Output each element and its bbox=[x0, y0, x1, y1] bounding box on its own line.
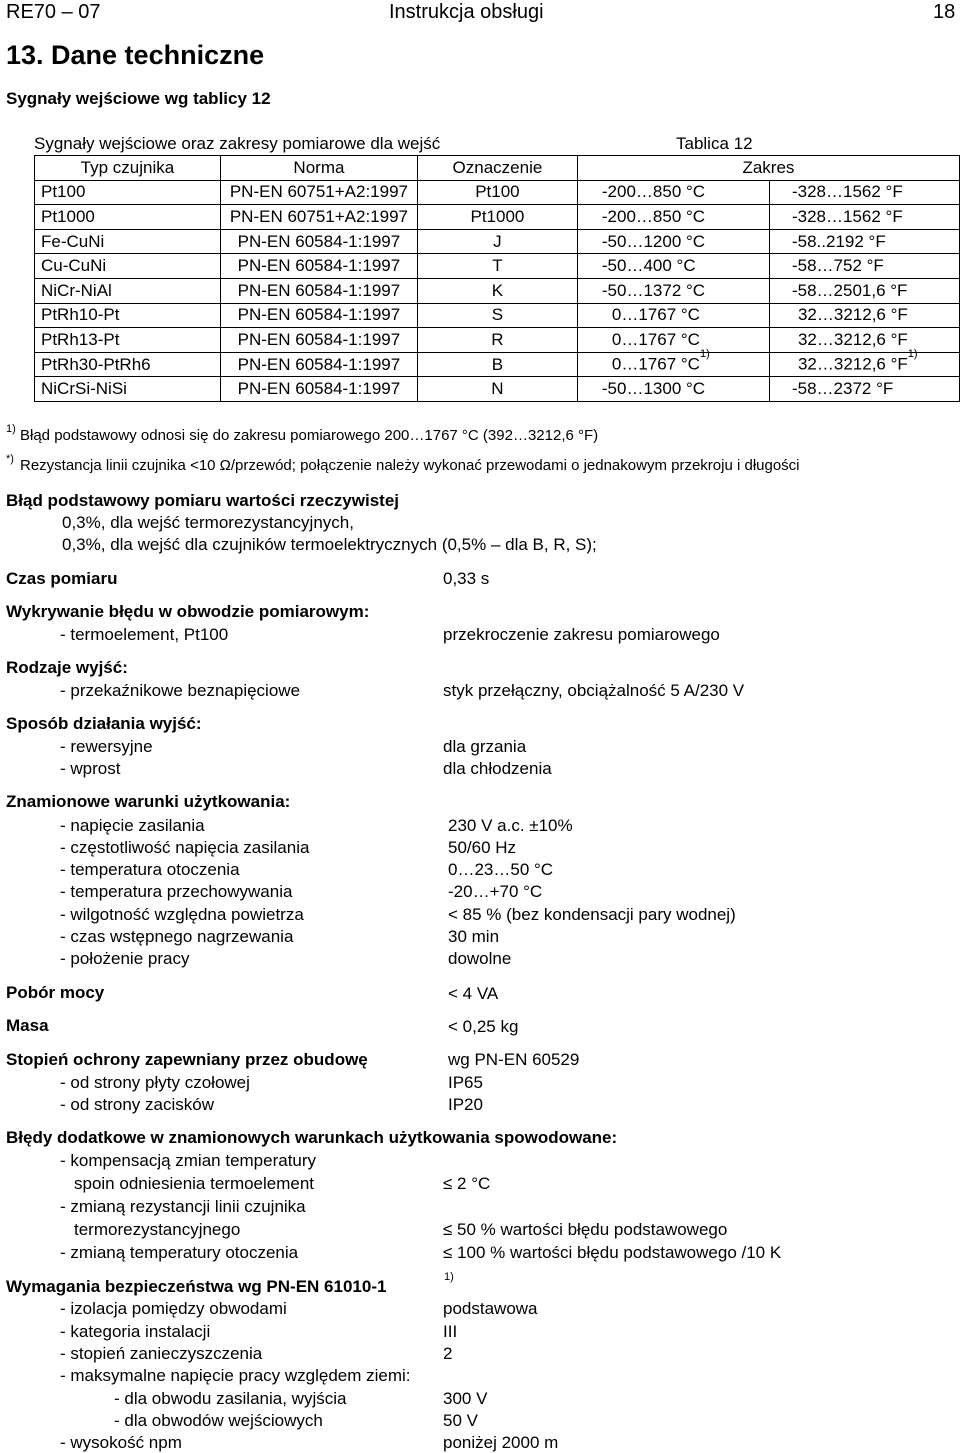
condition-value: < 85 % (bez kondensacji pary wodnej) bbox=[448, 905, 736, 924]
safety-value: III bbox=[443, 1322, 458, 1341]
input-signals-table bbox=[34, 155, 960, 402]
cell-range-f: -58…752 °F bbox=[769, 254, 959, 279]
section-title: 13. Dane techniczne bbox=[6, 40, 265, 70]
safety-item: - wysokość npm bbox=[60, 1433, 182, 1452]
cell-standard: PN-EN 60584-1:1997 bbox=[220, 303, 417, 328]
protection-item-value: IP65 bbox=[448, 1073, 483, 1092]
condition-label: - temperatura otoczenia bbox=[60, 860, 240, 879]
footnote-mark: 1) bbox=[6, 423, 16, 435]
cell-range-c: 0…1767 °C bbox=[577, 303, 769, 328]
cell-range-f-with-note bbox=[769, 348, 959, 377]
condition-value: 50/60 Hz bbox=[448, 838, 517, 857]
cell-range-f: 32…3212,6 °F bbox=[797, 354, 908, 374]
cell-range-c: -50…1372 °C bbox=[577, 278, 769, 303]
cell-designation: B bbox=[417, 352, 577, 377]
basic-error-line: 0,3%, dla wejść termorezystancyjnych, bbox=[62, 513, 354, 532]
doc-code: RE70 – 07 bbox=[6, 1, 101, 23]
cell-standard: PN-EN 60584-1:1997 bbox=[220, 229, 417, 254]
table-caption: Sygnały wejściowe oraz zakresy pomiarowe dla wejść bbox=[34, 134, 441, 153]
cell-sensor: Pt1000 bbox=[35, 205, 221, 230]
protection-heading: Stopień ochrony zapewniany przez obudowę bbox=[6, 1050, 368, 1069]
outputs-heading: Rodzaje wyjść: bbox=[6, 658, 128, 677]
table-row bbox=[35, 205, 960, 230]
cell-sensor: Cu-CuNi bbox=[35, 254, 221, 279]
table-row bbox=[35, 352, 960, 377]
cell-range-f: -58..2192 °F bbox=[769, 229, 959, 254]
cell-range-c: -50…1200 °C bbox=[577, 229, 769, 254]
power-label: Pobór mocy bbox=[6, 983, 105, 1002]
safety-value: 50 V bbox=[443, 1411, 478, 1430]
outputs-item: - przekaźnikowe beznapięciowe bbox=[60, 681, 301, 700]
basic-error-heading: Błąd podstawowy pomiaru wartości rzeczywistej bbox=[6, 491, 399, 510]
cell-range-c: -200…850 °C bbox=[577, 205, 769, 230]
cell-designation: Pt100 bbox=[417, 180, 577, 205]
safety-value: 2 bbox=[443, 1344, 453, 1363]
cell-sensor: PtRh10-Pt bbox=[35, 303, 221, 328]
safety-heading: Wymagania bezpieczeństwa wg PN-EN 61010-1 bbox=[6, 1277, 387, 1296]
cell-range-c: -200…850 °C bbox=[577, 180, 769, 205]
header-sensor-type: Typ czujnika bbox=[35, 156, 221, 181]
footnote-ref: 1) bbox=[444, 1271, 454, 1283]
output-mode-item: - rewersyjne bbox=[60, 737, 153, 756]
safety-item: - stopień zanieczyszczenia bbox=[60, 1344, 263, 1363]
header-range: Zakres bbox=[577, 156, 959, 181]
additional-error-line: - zmianą rezystancji linii czujnika bbox=[60, 1197, 306, 1216]
cell-standard: PN-EN 60584-1:1997 bbox=[220, 377, 417, 402]
cell-standard: PN-EN 60584-1:1997 bbox=[220, 278, 417, 303]
cell-sensor: Pt100 bbox=[35, 180, 221, 205]
condition-label: - napięcie zasilania bbox=[60, 816, 205, 835]
footnote-text: Błąd podstawowy odnosi się do zakresu pomiarowego 200…1767 °C (392…3212,6 °F) bbox=[20, 427, 599, 444]
cell-standard: PN-EN 60751+A2:1997 bbox=[220, 205, 417, 230]
cell-range-c: 0…1767 °C bbox=[577, 328, 769, 353]
condition-label: - temperatura przechowywania bbox=[60, 882, 293, 901]
outputs-value: styk przełączny, obciążalność 5 A/230 V bbox=[443, 681, 745, 700]
condition-label: - położenie pracy bbox=[60, 949, 190, 968]
footnote-mark: *) bbox=[6, 453, 14, 465]
mass-label: Masa bbox=[6, 1016, 49, 1035]
output-mode-value: dla chłodzenia bbox=[443, 759, 552, 778]
safety-item: - kategoria instalacji bbox=[60, 1322, 211, 1341]
additional-error-line: termorezystancyjnego bbox=[74, 1220, 241, 1239]
mass-value: < 0,25 kg bbox=[448, 1017, 519, 1036]
fault-detection-item: - termoelement, Pt100 bbox=[60, 625, 229, 644]
table-row bbox=[35, 254, 960, 279]
header-designation: Oznaczenie bbox=[417, 156, 577, 181]
cell-designation: N bbox=[417, 377, 577, 402]
condition-value: -20…+70 °C bbox=[448, 882, 543, 901]
cell-sensor: NiCr-NiAl bbox=[35, 278, 221, 303]
cell-range-c: 0…1767 °C bbox=[611, 354, 700, 374]
safety-subitem: - dla obwodów wejściowych bbox=[114, 1411, 323, 1430]
cell-designation: R bbox=[417, 328, 577, 353]
page-number: 18 bbox=[933, 1, 956, 23]
cell-range-f: -328…1562 °F bbox=[769, 180, 959, 205]
table-label: Tablica 12 bbox=[676, 134, 753, 153]
protection-item: - od strony zacisków bbox=[60, 1095, 214, 1114]
protection-item-value: IP20 bbox=[448, 1095, 483, 1114]
additional-error-value: ≤ 100 % wartości błędu podstawowego /10 K bbox=[443, 1243, 782, 1262]
condition-label: - czas wstępnego nagrzewania bbox=[60, 927, 294, 946]
cell-designation: S bbox=[417, 303, 577, 328]
condition-value: dowolne bbox=[448, 949, 512, 968]
cell-standard: PN-EN 60584-1:1997 bbox=[220, 328, 417, 353]
measure-time-label: Czas pomiaru bbox=[6, 569, 118, 588]
cell-sensor: PtRh13-Pt bbox=[35, 328, 221, 353]
doc-title: Instrukcja obsługi bbox=[389, 1, 544, 23]
safety-subitem: - dla obwodu zasilania, wyjścia bbox=[114, 1389, 347, 1408]
safety-value: podstawowa bbox=[443, 1299, 538, 1318]
fault-detection-heading: Wykrywanie błędu w obwodzie pomiarowym: bbox=[6, 602, 370, 621]
additional-errors-heading: Błędy dodatkowe w znamionowych warunkach użytkowania spowodowane: bbox=[6, 1128, 618, 1147]
table-row bbox=[35, 229, 960, 254]
cell-range-c-with-note bbox=[577, 348, 769, 377]
protection-item: - od strony płyty czołowej bbox=[60, 1073, 250, 1092]
cell-range-f: -58…2372 °F bbox=[769, 377, 959, 402]
footnote-ref: 1) bbox=[907, 348, 918, 361]
cell-range-f: 32…3212,6 °F bbox=[769, 303, 959, 328]
cell-range-f: 32…3212,6 °F bbox=[769, 328, 959, 353]
table-row bbox=[35, 278, 960, 303]
additional-error-value: ≤ 50 % wartości błędu podstawowego bbox=[443, 1220, 728, 1239]
table-row bbox=[35, 328, 960, 353]
condition-label: - wilgotność względna powietrza bbox=[60, 905, 304, 924]
output-mode-heading: Sposób działania wyjść: bbox=[6, 714, 202, 733]
additional-error-line: - kompensacją zmian temperatury bbox=[60, 1151, 317, 1170]
safety-value: 300 V bbox=[443, 1389, 488, 1408]
header-standard: Norma bbox=[220, 156, 417, 181]
condition-label: - częstotliwość napięcia zasilania bbox=[60, 838, 310, 857]
safety-item: - maksymalne napięcie pracy względem ziemi: bbox=[60, 1366, 411, 1385]
additional-error-line: - zmianą temperatury otoczenia bbox=[60, 1243, 299, 1262]
output-mode-value: dla grzania bbox=[443, 737, 527, 756]
basic-error-line: 0,3%, dla wejść dla czujników termoelektrycznych (0,5% – dla B, R, S); bbox=[62, 535, 597, 554]
safety-value: poniżej 2000 m bbox=[443, 1433, 559, 1452]
cell-range-f: -328…1562 °F bbox=[769, 205, 959, 230]
cell-standard: PN-EN 60584-1:1997 bbox=[220, 254, 417, 279]
table-row bbox=[35, 303, 960, 328]
condition-value: 230 V a.c. ±10% bbox=[448, 816, 573, 835]
footnote-ref: 1) bbox=[699, 348, 710, 361]
additional-error-line: spoin odniesienia termoelement bbox=[74, 1174, 315, 1193]
cell-sensor: NiCrSi-NiSi bbox=[35, 377, 221, 402]
table-header-row bbox=[35, 156, 960, 181]
cell-standard: PN-EN 60751+A2:1997 bbox=[220, 180, 417, 205]
table-row bbox=[35, 377, 960, 402]
cell-standard: PN-EN 60584-1:1997 bbox=[220, 352, 417, 377]
cell-range-c: -50…1300 °C bbox=[577, 377, 769, 402]
conditions-heading: Znamionowe warunki użytkowania: bbox=[6, 792, 291, 811]
cell-designation: J bbox=[417, 229, 577, 254]
measure-time-value: 0,33 s bbox=[443, 569, 490, 588]
condition-value: 30 min bbox=[448, 927, 500, 946]
section-subtitle: Sygnały wejściowe wg tablicy 12 bbox=[6, 89, 271, 108]
power-value: < 4 VA bbox=[448, 984, 499, 1003]
cell-sensor: PtRh30-PtRh6 bbox=[35, 352, 221, 377]
cell-sensor: Fe-CuNi bbox=[35, 229, 221, 254]
output-mode-item: - wprost bbox=[60, 759, 121, 778]
cell-range-f: -58…2501,6 °F bbox=[769, 278, 959, 303]
cell-designation: T bbox=[417, 254, 577, 279]
additional-error-value: ≤ 2 °C bbox=[443, 1174, 491, 1193]
safety-item: - izolacja pomiędzy obwodami bbox=[60, 1299, 287, 1318]
table-row bbox=[35, 180, 960, 205]
cell-designation: Pt1000 bbox=[417, 205, 577, 230]
cell-range-c: -50…400 °C bbox=[577, 254, 769, 279]
fault-detection-value: przekroczenie zakresu pomiarowego bbox=[443, 625, 720, 644]
protection-value: wg PN-EN 60529 bbox=[448, 1050, 580, 1069]
footnote-text: Rezystancja linii czujnika <10 Ω/przewód; połączenie należy wykonać przewodami o jednakowym przekroju i długości bbox=[20, 457, 800, 474]
cell-designation: K bbox=[417, 278, 577, 303]
condition-value: 0…23…50 °C bbox=[448, 860, 554, 879]
